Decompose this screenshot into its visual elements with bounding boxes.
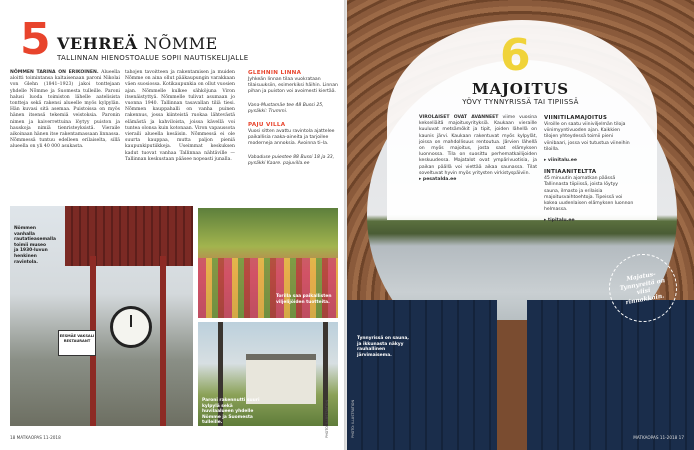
heading-intiaaniteltta: INTIAANITELTTA bbox=[544, 169, 597, 176]
title-light: NÕMME bbox=[143, 34, 218, 53]
page-gutter bbox=[344, 0, 350, 450]
station-pillar bbox=[160, 256, 166, 426]
article-column-right bbox=[419, 115, 537, 183]
villa-building bbox=[246, 354, 316, 404]
page-title-left bbox=[57, 34, 218, 53]
info-column-right bbox=[544, 115, 634, 230]
page-subtitle-right: YÖVY TYNNYRISSÄ TAI TIPIISSÄ bbox=[462, 98, 579, 106]
station-sign: EESMÄE VAKSALI RESTAURANT bbox=[58, 330, 96, 356]
sauna-bench-left bbox=[347, 300, 497, 450]
page-title-right: MAJOITUS bbox=[472, 80, 569, 98]
column-text: Alueella aloitti toimintansa kaltaisenaan paroni Nikolai von Glehn (1841–1923) jakoi tonttejaan yhdelle Nõmme ja Suomesta tulleille. Paroni halusi luoda toimiston lähelle aatelisista tontteja sekä rakensi alueelle myös kylpylän. Hän kuvasi sitä asemaa. Puistoissa on myös hänen itsensä tekemiä veistoksia. Paronin nimen ja kaiverrettuina löytyy puiston ja hauskoja nimiä tienristeyksistä. Vieraile aikoinaan hänen itse rakentamassaan linnassa. Nõmmessä tuntuu edelleen erilaiselta, sillä alueella on yli 40 000 asukasta. bbox=[10, 70, 120, 150]
page-footer-right: MATKAOPAS 11-2018 17 bbox=[633, 435, 684, 440]
text-intiaaniteltta: 45 minuutin ajomatkan päässä Tallinnasta tiipiissä, joista löytyy sauna, ilmasto ja erilaisia majoitusvaihtoehtoja. Tipeissä voi kokea uudenlaisen elämyksen luonnon helmassa. bbox=[544, 176, 634, 213]
article-column-2: tahojen tavoitteen ja rakentamisen ja muiden Nõmme on aina ollut pääkaupungin varakkaan väen suosiossa. Kotikaupunkia on ollut vuosien ajan. Nõmmelle kulkee sähköjuna Viron itsenäistyttyä. Nõmmelle tulivat asumaan jo vuonna 1940. Tallinnan tasavallan tiliä tiesi. Nõmmen kauppahalli on vanha puinen rakennus, jossa kiinteistä ruokaa lähtevästä elämästä ja kahviloista, joissa kävellä voi tuntea olonsa kuin kotonaan. Viron vapaussota vieraili alueella kesäisin. Nõmmessä ei ole suurta kauppaa, mutta paljon pieniä kaupunkiputiikkeja. Useimmat keskuksen kadut tuovat vanhaa Tallinnaa nähtäville — Tallinnan keskustaan pääsee nopeasti junalla. bbox=[125, 70, 235, 162]
section-number-5: 5 bbox=[20, 14, 51, 65]
title-bold: VEHREÄ bbox=[57, 34, 138, 53]
sidebar-info-glehn: Vana-Mustamäe tee 48 Bussi 25, pysäkki: Trummi. bbox=[248, 102, 324, 114]
link-tipitalu[interactable]: ▸ tipitalu.ee bbox=[544, 218, 575, 224]
text-viinitila: Viroille on saatu viiniviljelmän tiloja viinimyyntivuoden ajan. Kaikkien tilojen yhteydessä toimii pieni viinibaari, jossa voi tutustua viineihin tiloilla. bbox=[544, 122, 630, 152]
clock-icon bbox=[110, 306, 152, 348]
article-column-1 bbox=[10, 70, 120, 151]
sauna-bench-right bbox=[527, 300, 694, 450]
lead-in: NÕMMEN TARINA ON ERIKOINEN. bbox=[10, 70, 99, 75]
photo-credit-left: PHOTO: ILLUSTRATION bbox=[325, 400, 329, 439]
link-pesatalda[interactable]: ▸ pesatalda.ee bbox=[419, 177, 457, 183]
stamp-badge: Majatus-Tynnyreitä on viisi rinnakkain. bbox=[604, 249, 683, 328]
sidebar-heading-paju: PAJU VILLA bbox=[248, 122, 286, 129]
sidebar-info-paju: Vabaduse puiestee 88 Bussi 18 ja 33, pysäkki Kaare. pajuvilla.ee bbox=[248, 154, 335, 166]
heading-viinitila: VIINITILAMAJOITUS bbox=[544, 115, 608, 121]
caption-market: Torilla saa paikallisten viljelijöiden tuotteita. bbox=[276, 294, 332, 305]
caption-station: Nõmmen vanhalla rautatieasemalla toimii museo ja 1930-luvun henkinen ravintola. bbox=[14, 226, 56, 265]
page-subtitle-left: TALLINNAN HIENOSTOALUE SOPII NAUTISKELIJALLE bbox=[57, 54, 249, 62]
right-page bbox=[347, 0, 694, 450]
link-viinitila[interactable]: ▸ viinitalu.ee bbox=[544, 158, 578, 164]
sidebar-heading-glehn: GLEHNIN LINNA bbox=[248, 70, 302, 76]
sidebar-text-glehn: Jyhkeän linnan tilaa vuokrataan tilaisuuksiin, esimerkiksi häihin. Linnan pihan ja puiston voi avoimesti kiertää. bbox=[248, 77, 338, 95]
section-number-6: 6 bbox=[500, 30, 531, 81]
info-sidebar bbox=[248, 70, 338, 174]
caption-villa: Paroni rakennutti suuri kylpylä sekä huvilaalueen yhdelle Nõmme ja Suomesta tulleille. bbox=[202, 398, 260, 426]
flower-stalls bbox=[198, 258, 338, 319]
station-roof bbox=[65, 206, 193, 266]
caption-sauna: Tynnyrissä on sauna, ja ikkunasta näkyy rauhallinen järvimaisema. bbox=[357, 336, 409, 358]
sauna-floor bbox=[497, 320, 527, 450]
column-text-right: viime vuosina kekseliäitä majoitusyrityksiä. Kaukaan vieraille kuuluvat metsämökit ja tipit, joiden lähellä on kaunis järvi. Kaukaan rakentuvat myös kylpylät, joissa on mahdollisuus rentoutua. Järvien lähellä on myös majoitus, josta saat elämyksen luonnossa. Tila on suosittu perhematkailijoiden keskuudessa. Majatalot ovat ympärivuotisia, ja paikan päällä voi viettää aikaa saunassa. Tilat soveltuvat hyvin myös yritysten virkistyspäiviin. bbox=[419, 115, 537, 176]
sidebar-text-paju: Vuosi sitten avattu ravintola ajattelee paikallisia raaka-aineita ja tarjoilee moderneja annoksia. Avoinna ti–la. bbox=[248, 129, 335, 147]
lead-in-right: VIROLAISET OVAT AVANNEET bbox=[419, 115, 499, 120]
photo-credit-right: PHOTO: ILLUSTRATION bbox=[351, 400, 355, 439]
page-footer-left: 18 MATKAOPAS 11-2018 bbox=[10, 435, 61, 440]
